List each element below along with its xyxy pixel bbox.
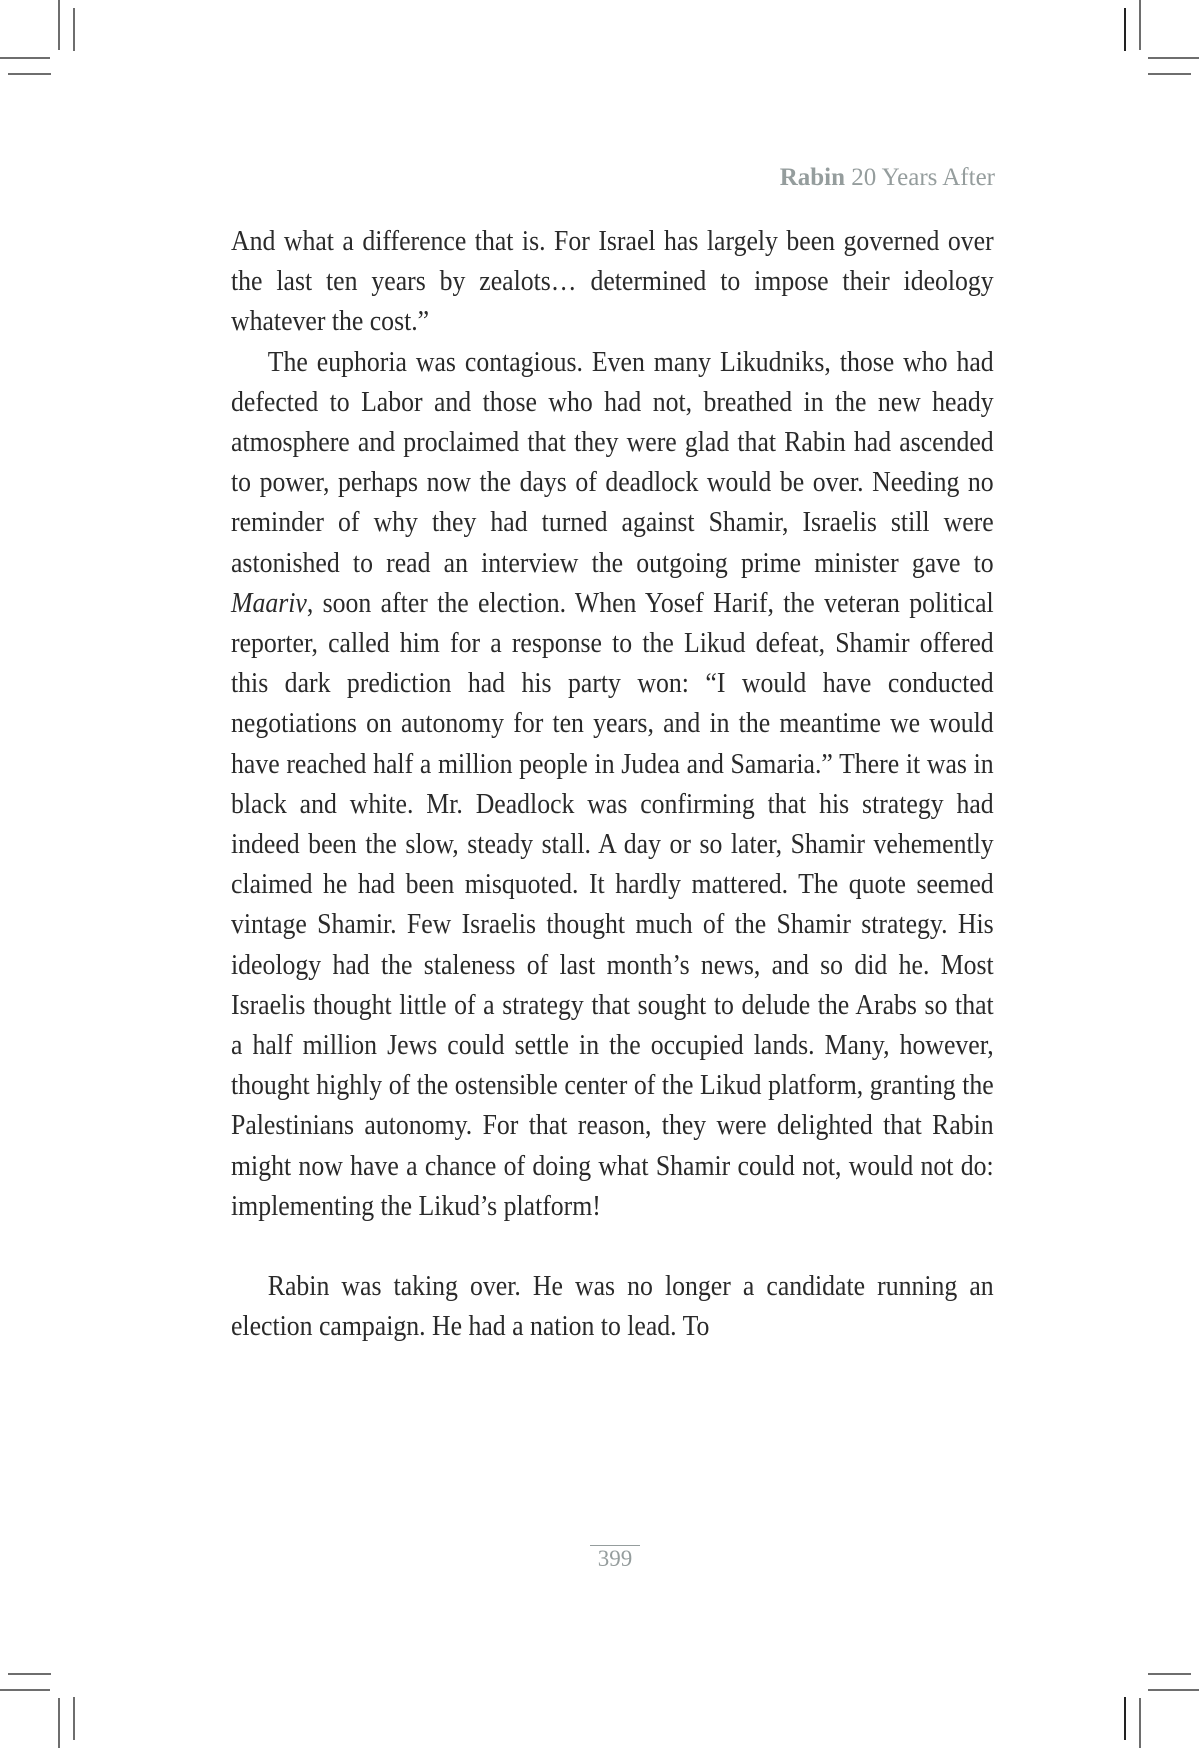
paragraph-2-part-2: , soon after the election. When Yosef Harif, the veteran political reporter, called him for a response to the Likud defeat, Shamir offered this dark prediction had his party won: “I would have conducted negotiations on autonomy for ten years, and in the meantime we would have reached half a million people in Judea and Samaria.” There it was in black and white. Mr. Deadlock was confirming that his strategy had indeed been the slow, steady stall. A day or so later, Shamir vehemently claimed he had been misquoted. It hardly mattered. The quote seemed vintage Shamir. Few Israelis thought much of the Shamir strategy. His ideology had the staleness of last month’s news, and so did he. Most Israelis thought little of a strategy that sought to delude the Arabs so that a half million Jews could settle in the occupied lands. Many, however, thought highly of the ostensible center of the Likud platform, granting the Palestinians autonomy. For that reason, they were delighted that Rabin might now have a chance of doing what Shamir could not, would not do: implementing the Likud’s platform! (231, 587, 994, 1222)
crop-mark-top-left-v1 (58, 0, 60, 50)
crop-mark-top-right-v1 (1124, 8, 1126, 51)
crop-mark-top-left-v2 (73, 8, 75, 51)
running-head-rest: 20 Years After (845, 164, 995, 191)
body-text (231, 222, 994, 1347)
crop-mark-bottom-right-v2 (1139, 1698, 1141, 1748)
paragraph-2-part-1: The euphoria was contagious. Even many Likudniks, those who had defected to Labor and those who had not, breathed in the new heady atmosphere and proclaimed that they were glad that Rabin had ascended to power, perhaps now the days of deadlock would be over. Needing no reminder of why they had turned against Shamir, Israelis still were astonished to read an interview the outgoing prime minister gave to (231, 346, 994, 579)
crop-mark-bottom-right-v1 (1124, 1697, 1126, 1740)
running-head (780, 164, 995, 192)
crop-mark-top-right-h1 (1148, 57, 1199, 59)
paragraph-2 (231, 343, 994, 1227)
crop-mark-bottom-left-v2 (73, 1697, 75, 1740)
crop-mark-bottom-left-h1 (8, 1673, 51, 1675)
paragraph-1: And what a difference that is. For Israel has largely been governed over the last ten years by zealots… determined to impose their ideology whatever the cost.” (231, 226, 994, 338)
crop-mark-bottom-left-h2 (0, 1689, 50, 1691)
crop-mark-bottom-right-h1 (1148, 1673, 1191, 1675)
crop-mark-top-right-v2 (1139, 0, 1141, 50)
paragraph-3: Rabin was taking over. He was no longer a candidate running an election campaign. He had a nation to lead. To (231, 1271, 994, 1343)
crop-mark-top-left-h1 (0, 57, 50, 59)
running-head-bold: Rabin (779, 164, 845, 191)
crop-mark-top-left-h2 (8, 73, 51, 75)
crop-mark-bottom-right-h2 (1148, 1689, 1199, 1691)
page-number: 399 (590, 1545, 640, 1572)
newspaper-title: Maariv (231, 587, 307, 619)
crop-mark-bottom-left-v1 (58, 1698, 60, 1748)
crop-mark-top-right-h2 (1148, 73, 1191, 75)
